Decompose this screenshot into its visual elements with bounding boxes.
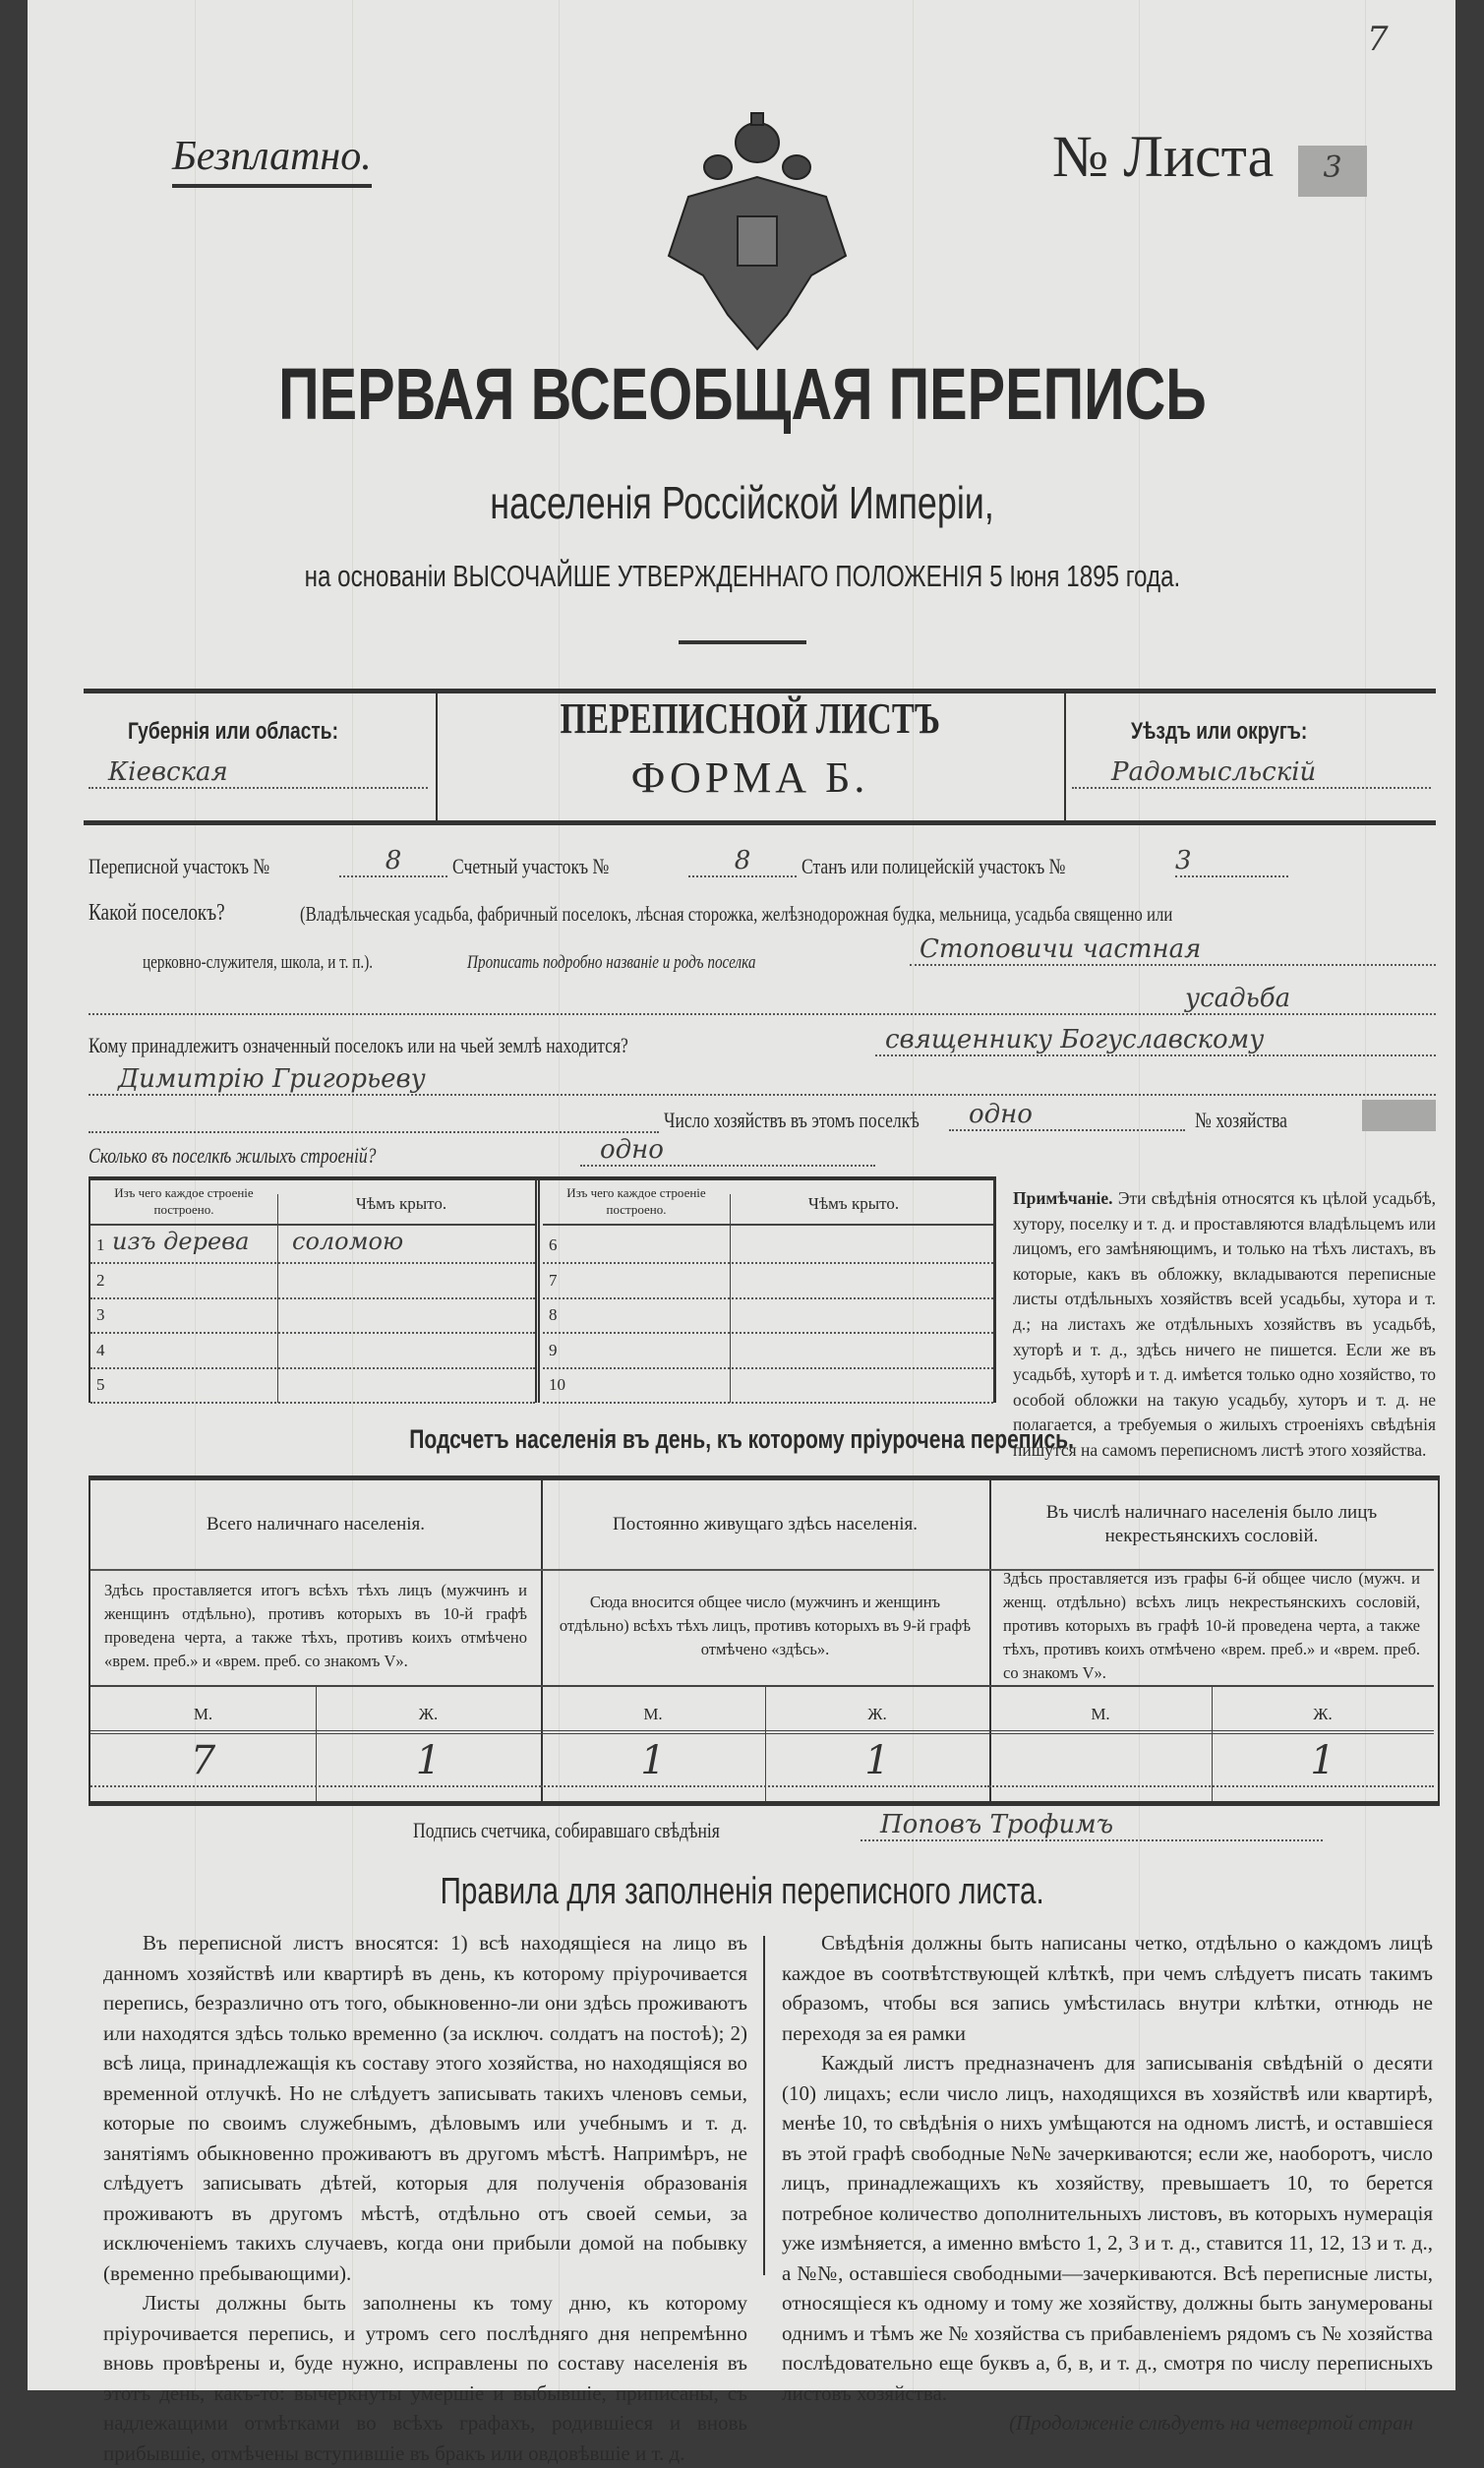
divider	[543, 1224, 993, 1226]
table-row	[543, 1228, 993, 1264]
row-number: 3	[96, 1305, 105, 1324]
sheet-number-value: 3	[1298, 146, 1367, 197]
rules-paragraph: Каждый листъ предназначенъ для записыванія свѣдѣній о десяти (10) лицахъ; если число лицъ, находящихся въ хозяйствѣ или квартирѣ, менѣе 10, то свѣдѣнія о нихъ умѣщаются на одномъ листѣ, и оставшіеся въ этой графѣ свободные №№ зачеркиваются; если же, наоборотъ, число лицъ, принадлежащихъ къ хозяйству, превышаетъ 10, то берется потребное количество дополнительныхъ листовъ, въ которыхъ нумерація уже измѣняется, а именно вмѣсто 1, 2, 3 и т. д., ставится 11, 12, 13 и т. д., а №№, оставшіеся свободными—зачеркиваются. Всѣ переписные листы, относящіеся къ одному и тому же хозяйству, должны быть занумерованы однимъ и тѣмъ же № хозяйства съ прибавленіемъ рядомъ съ № хозяйства послѣдовательно еще буквъ а, б, в, и т. д., смотря по числу переписныхъ листовъ хозяйства.	[782, 2051, 1433, 2405]
row-number: 2	[96, 1270, 105, 1290]
area-fields-line: Переписной участокъ № 8 Счетный участокъ № 8 Станъ или полицейскій участокъ № 3	[89, 846, 1446, 885]
household-number-label: № хозяйства	[1195, 1108, 1287, 1132]
column-header-roof: Чѣмъ крыто.	[730, 1194, 977, 1403]
population-heading: Подсчетъ населенія въ день, къ которому пріурочена перепись.	[409, 1424, 1075, 1454]
divider	[989, 1730, 1434, 1734]
population-column-description: Здѣсь проставляется итогъ всѣхъ тѣхъ лицъ (мужчинъ и женщинъ отдѣльно), противъ которыхъ въ 10-й графѣ проведена черта, а также тѣхъ, противъ коихъ отмѣчено «врем. преб.» и «врем. преб. со знакомъ V».	[104, 1581, 527, 1670]
note: Примѣчаніе. Эти свѣдѣнія относятся къ цѣлой усадьбѣ, хутору, поселку и т. д. и проставляются владѣльцемъ или лицомъ, его замѣняющимъ, и только на тѣхъ листахъ, въ которые, какъ въ обложку, вкладываются переписные листы отдѣльныхъ хозяйствъ всей усадьбы, хутора и т. д.; на листахъ же отдѣльныхъ хозяйствъ въ усадьбѣ, хуторѣ и т. д., здѣсь ничего не пишется. Если же въ усадьбѣ, хуторѣ и т. д. имѣется только одно хозяйство, то особой обложки на такую усадьбу, хуторъ и т. д. не полагается, а требуемыя о жилыхъ строеніяхъ свѣдѣнія пишутся на самомъ переписномъ листѣ этого хозяйства.	[1013, 1188, 1436, 1460]
rules-heading: Правила для заполненія переписного листа.	[440, 1871, 1044, 1912]
subtitle: населенія Россійской Имперіи,	[490, 477, 994, 528]
rules-left-column	[103, 1928, 747, 2468]
female-header: Ж.	[1313, 1705, 1333, 1723]
divider	[541, 1730, 989, 1734]
row-number: 10	[549, 1375, 565, 1394]
signature-label: Подпись счетчика, собиравшаго свѣдѣнія	[413, 1818, 720, 1842]
divider	[541, 1785, 989, 1787]
rules-paragraph: Въ переписной листъ вносятся: 1) всѣ находящіеся на лицо въ данномъ хозяйствѣ или квартирѣ въ день, къ которому пріурочивается перепись, безразлично отъ того, обыкновенно-ли они здѣсь проживаютъ или находятся здѣсь только временно (за исключ. солдатъ на постоѣ); 2) всѣ лица, принадлежащія къ составу этого хозяйства, но находящіяся во временной отлучкѣ. Но не слѣдуетъ записывать такихъ членовъ семьи, которые по своимъ служебнымъ, дѣловымъ или учебнымъ и т. д. занятіямъ обыкновенно проживаютъ въ другомъ мѣстѣ. Напримѣръ, не слѣдуетъ записывать дѣтей, которыя для полученія образованія проживаютъ въ другомъ мѣстѣ, отдѣльно отъ своей семьи, за исключеніемъ такихъ случаевъ, когда они прибыли домой на побывку (временно пребывающими).	[103, 1931, 747, 2285]
population-column-description: Здѣсь проставляется изъ графы 6-й общее число (мужч. и женщ. отдѣльно) всѣхъ лицъ некрестьянскихъ сословій, противъ которыхъ въ графѣ 10-й проведена черта, а также тѣхъ, противъ коихъ отмѣчено «врем. преб.» и «врем. преб. со знакомъ V».	[1003, 1569, 1420, 1682]
female-count: 1	[1310, 1738, 1336, 1783]
table-row	[543, 1297, 993, 1334]
row-number: 8	[549, 1305, 558, 1324]
table-row	[90, 1297, 535, 1334]
enumerator-signature: Поповъ Трофимъ	[861, 1810, 1323, 1841]
continued-note: (Продолженіе слѣдуетъ на четвертой стран	[1009, 2411, 1413, 2435]
column-header-material: Изъ чего каждое строеніе построено.	[114, 1185, 254, 1217]
buildings-label: Сколько въ поселкѣ жилыхъ строеній?	[89, 1143, 377, 1168]
male-count: 7	[190, 1738, 216, 1783]
owner-question: Кому принадлежитъ означенный поселокъ или на чьей землѣ находится?	[89, 1033, 628, 1057]
female-header: Ж.	[418, 1705, 439, 1723]
population-column	[989, 1480, 1434, 1801]
population-table	[89, 1475, 1440, 1806]
sheet-number-label: № Листа	[1052, 124, 1275, 189]
households-label: Число хозяйствъ въ этомъ поселкѣ	[664, 1108, 920, 1132]
census-area-value: 8	[339, 846, 447, 877]
population-column-title: Постоянно живущаго здѣсь населенія.	[613, 1514, 918, 1535]
column-header-material: Изъ чего каждое строеніе построено.	[566, 1185, 706, 1217]
male-header: М.	[643, 1705, 663, 1723]
divider	[90, 1730, 541, 1734]
table-row	[543, 1367, 993, 1404]
table-row	[90, 1367, 535, 1404]
divider	[541, 1569, 989, 1571]
female-count: 1	[415, 1738, 442, 1783]
row-number: 6	[549, 1235, 558, 1254]
table-row	[90, 1228, 535, 1264]
male-count: 1	[640, 1738, 666, 1783]
district-value: Радомысльскій	[1072, 757, 1431, 789]
district-label: Уѣздъ или округъ:	[1131, 718, 1308, 745]
divider	[989, 1785, 1434, 1787]
building-material: изъ дерева	[112, 1228, 250, 1255]
male-header: М.	[1091, 1705, 1110, 1723]
row-number: 4	[96, 1340, 105, 1359]
buildings-table	[89, 1176, 996, 1403]
page-number: 7	[1367, 20, 1389, 59]
rules-paragraph: Листы должны быть заполнены къ тому дню, къ которому пріурочивается перепись, и утромъ сего послѣдняго дня непремѣнно вновь провѣрены и, буде нужно, исправлены по составу населенія въ этотъ день, какъ-то: вычеркнуты умершіе и выбывшіе, приписаны, съ надлежащими отмѣтками во всѣхъ графахъ, родившіеся и вновь прибывшіе, отмѣчены вступившіе въ бракъ или овдовѣвшіе и т. д.	[103, 2291, 747, 2465]
owner-value-cont: Димитрію Григорьеву	[89, 1064, 1436, 1096]
rules-right-column	[782, 1928, 1433, 2438]
row-number: 1	[96, 1235, 105, 1254]
population-column	[541, 1480, 991, 1801]
form-variant: ФОРМА Б.	[630, 753, 869, 802]
female-count: 1	[864, 1738, 890, 1783]
population-column	[90, 1480, 543, 1801]
legal-basis: на основаніи ВЫСОЧАЙШЕ УТВЕРЖДЕННАГО ПОЛОЖЕНІЯ 5 Іюня 1895 года.	[304, 559, 1180, 593]
building-roof: соломою	[292, 1228, 404, 1255]
free-label: Безплатно.	[172, 133, 372, 188]
settlement-value: Стоповичи частная	[910, 934, 1436, 966]
form-title: ПЕРЕПИСНОЙ ЛИСТЪ	[560, 694, 940, 743]
divider	[679, 640, 806, 644]
settlement-hint: церковно-служителя, школа, и т. п.). Прописать подробно названіе и родъ поселка	[143, 952, 756, 973]
male-header: М.	[193, 1705, 213, 1723]
count-area-value: 8	[688, 846, 797, 877]
settlement-question: Какой поселокъ? (Владѣльческая усадьба, фабричный поселокъ, лѣсная сторожка, желѣзнодорожная будка, мельница, усадьба священно или	[89, 900, 1173, 926]
female-header: Ж.	[867, 1705, 887, 1723]
owner-value: священнику Богуславскому	[875, 1025, 1436, 1056]
province-label: Губернія или область:	[128, 718, 338, 745]
table-row	[90, 1333, 535, 1369]
divider	[90, 1785, 541, 1787]
column-divider	[763, 1936, 765, 2275]
population-column-description: Сюда вносится общее число (мужчинъ и женщинъ отдѣльно) всѣхъ тѣхъ лицъ, противъ которыхъ въ 9-й графѣ отмѣчено «здѣсь».	[559, 1593, 972, 1658]
row-number: 9	[549, 1340, 558, 1359]
population-column-title: Всего наличнаго населенія.	[206, 1514, 426, 1535]
table-row	[543, 1333, 993, 1369]
province-value: Кіевская	[89, 757, 428, 789]
divider	[84, 820, 1436, 825]
column-header-roof: Чѣмъ крыто.	[277, 1194, 524, 1403]
row-number: 5	[96, 1375, 105, 1394]
divider	[90, 1224, 535, 1226]
buildings-value: одно	[580, 1135, 875, 1167]
rules-paragraph: Свѣдѣнія должны быть написаны четко, отдѣльно о каждомъ лицѣ каждое въ соотвѣтствующей клѣткѣ, при чемъ слѣдуетъ писать такимъ образомъ, чтобы вся запись умѣстилась внутри клѣтки, отнюдь не переходя за ея рамки	[782, 1931, 1433, 2045]
double-headed-eagle-emblem	[649, 108, 865, 354]
police-area-value: 3	[1175, 846, 1288, 877]
table-row	[543, 1263, 993, 1299]
household-number-box	[1362, 1100, 1436, 1131]
households-value: одно	[949, 1100, 1185, 1131]
population-column-title: Въ числѣ наличнаго населенія было лицъ некрестьянскихъ сословій.	[1045, 1502, 1378, 1546]
main-title: ПЕРВАЯ ВСЕОБЩАЯ ПЕРЕПИСЬ	[277, 353, 1207, 435]
row-number: 7	[549, 1270, 558, 1290]
settlement-value-cont: усадьба	[89, 984, 1436, 1015]
table-row	[90, 1263, 535, 1299]
divider	[90, 1569, 541, 1571]
